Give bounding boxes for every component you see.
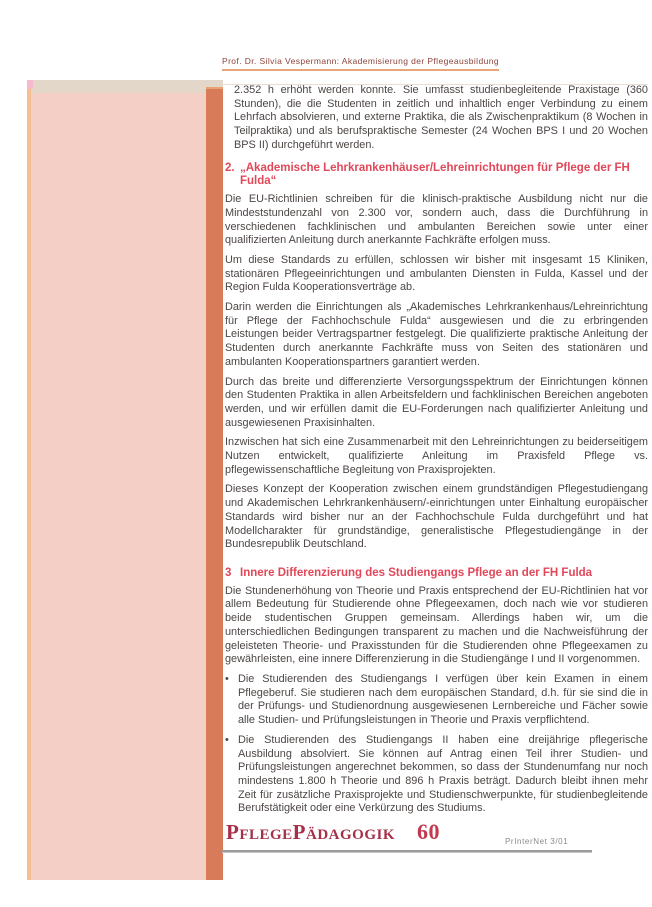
paragraph: Die Stundenerhöhung von Theorie und Praxis entsprechend der EU-Richtlinien hat vor allem Bedeutung für Studierende ohne Pflegeexamen, doch nach wie vor studieren beide studentischen Gruppen gemeinsam. Allerdings haben wir, um die unterschiedlichen Bedingungen transparent zu machen und die Nachweisführung der geleisteten Theorie- und Praxisstunden für die Studierenden ohne Pflegeexamen zu gewährleisten, eine innere Differenzierung in die Studiengänge I und II vorgenommen. [225, 584, 648, 666]
sidebar-corner-dot [27, 80, 33, 89]
section-3-number: 3 [225, 566, 232, 579]
bullet-text: Die Studierenden des Studiengangs I verfügen über kein Examen in einem Pflegeberuf. Sie studieren nach dem europäischen Standard, d.h. für sie sind die in der Prüfungs- und Studienordnung ausgewiesenen Lernbereiche und Fächer sowie alle Studien- und Prüfungsleistungen in Theorie und Praxis verpflichtend. [238, 673, 648, 727]
intro-paragraph: 2.352 h erhöht werden konnte. Sie umfasst studienbegleitende Praxistage (360 Stunden), die die Studenten in zeitlich und inhaltlich enger Verbindung zu einem Lehrfach absolvieren, und externe Praktika, die als Zwischenpraktikum (8 Wochen in Teilpraktika) und als berufspraktische Semester (24 Wochen BPS I und 20 Wochen BPS II) durchgeführt werden. [234, 84, 648, 151]
section-2-title: „Akademische Lehrkrankenhäuser/Lehreinrichtungen für Pflege der FH Fulda“ [240, 161, 630, 188]
paragraph: Um diese Standards zu erfüllen, schlossen wir bisher mit insgesamt 15 Kliniken, stationären Pflegeeinrichtungen und ambulanten Diensten in Fulda, Kassel und der Region Fulda Kooperationsverträge ab. [225, 253, 648, 294]
bullet-marker: • [225, 733, 229, 746]
bullet-item [225, 673, 648, 728]
journal-name-text: PflegePädagogik [226, 820, 396, 844]
paragraph: Durch das breite und differenzierte Versorgungsspektrum der Einrichtungen können den Studenten Praktika in allen Arbeitsfeldern und fachklinischen Bereichen angeboten werden, und wir erfüllen damit die EU-Forderungen nach qualifizierter Anleitung und ausgewiesenen Praxisinhalten. [225, 375, 648, 429]
bullet-text: Die Studierenden des Studiengangs II haben eine dreijährige pflegerische Ausbildung absolviert. Sie können auf Antrag einen Teil ihrer Studien- und Prüfungsleistungen angerechnet bekommen, so dass der Stundenumfang nur noch mindestens 1.800 h Theorie und 896 h Praxis beträgt. Dadurch bleibt ihnen mehr Zeit für zusätzliche Praxisprojekte und Studienschwerpunkte, für studienbegleitende Berufstätigkeit oder eine Verkürzung des Studiums. [238, 733, 648, 815]
footer-journal-name [226, 819, 440, 845]
bullet-item [225, 734, 648, 816]
paragraph: Dieses Konzept der Kooperation zwischen einem grundständigen Pflegestudiengang und Akademischen Lehrkrankenhäusern/-einrichtungen unter Einhaltung europäischer Standards wird bisher nur an der Fachhochschule Fulda durchgeführt und hat Modellcharakter für grundständige, generalistische Pflegestudiengänge in der Bundesrepublik Deutschland. [225, 483, 648, 551]
section-3-heading [225, 567, 648, 581]
section-2-heading [225, 162, 648, 190]
paragraph: Darin werden die Einrichtungen als „Akademisches Lehrkrankenhaus/Lehreinrichtung für Pflege der Fachhochschule Fulda“ ausgewiesen und die zu erbringenden Leistungen beider Vertragspartner festgelegt. Die qualifizierte praktische Anleitung der Studenten durch anerkannte Fachkräfte muss von Seiten des stationären und ambulanten Kooperationspartners garantiert werden. [225, 301, 648, 368]
sidebar-accent-bar [206, 87, 223, 880]
running-header: Prof. Dr. Silvia Vespermann: Akademisierung der Pflegeausbildung [222, 56, 499, 71]
section-3-title: Innere Differenzierung des Studiengangs Pflege an der FH Fulda [240, 566, 593, 579]
footer-page-number: 60 [417, 819, 441, 844]
bullet-marker: • [225, 673, 229, 685]
paragraph: Die EU-Richtlinien schreiben für die klinisch-praktische Ausbildung nicht nur die Mindeststundenzahl von 2.300 vor, sondern auch, dass die Durchführung in verschiedenen fachklinischen und ambulanten Bereichen sowie unter einer qualifizierten Anleitung durch anerkannte Fachkräfte erfolgen muss. [225, 193, 648, 247]
footer-issue-label: PrInterNet 3/01 [505, 837, 569, 846]
main-text-column [225, 84, 648, 822]
paragraph: Inzwischen hat sich eine Zusammenarbeit mit den Lehreinrichtungen zu beiderseitigem Nutzen entwickelt, qualifizierte Anleitung im Praxisfeld Pflege vs. pflegewissenschaftliche Begleitung von Praxisprojekten. [225, 436, 648, 476]
sidebar-top-strip [31, 80, 223, 93]
footer-rule [222, 850, 592, 853]
section-2-number: 2. [225, 161, 235, 174]
sidebar-decoration [27, 80, 223, 880]
